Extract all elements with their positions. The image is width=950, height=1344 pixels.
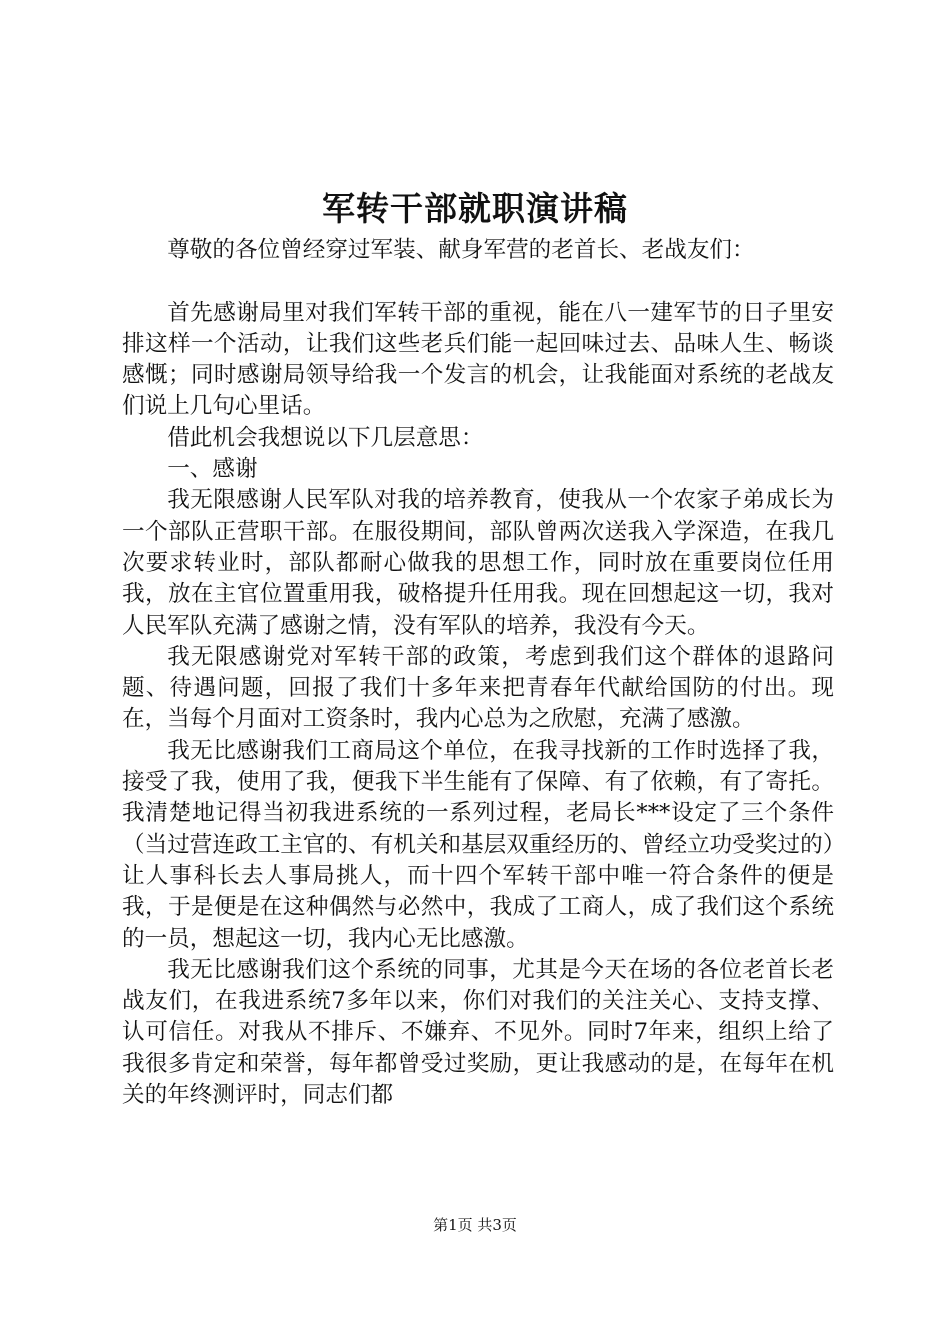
document-title: 军转干部就职演讲稿	[322, 189, 628, 228]
paragraph: 我无比感谢我们工商局这个单位，在我寻找新的工作时选择了我，接受了我，使用了我，便我下半生能有了保障、有了依赖，有了寄托。我清楚地记得当初我进系统的一系列过程，老局长***设定了三个条件（当过营连政工主官的、有机关和基层双重经历的、曾经立功受奖过的）让人事科长去人事局挑人，而十四个军转干部中唯一符合条件的便是我，于是便是在这种偶然与必然中，我成了工商人，成了我们这个系统的一员，想起这一切，我内心无比感激。	[122, 737, 834, 952]
paragraph: 我无限感谢党对军转干部的政策，考虑到我们这个群体的退路问题、待遇问题，回报了我们十多年来把青春年代献给国防的付出。现在，当每个月面对工资条时，我内心总为之欣慰，充满了感激。	[122, 643, 834, 733]
paragraph: 我无比感谢我们这个系统的同事，尤其是今天在场的各位老首长老战友们，在我进系统7多年以来，你们对我们的关注关心、支持支撑、认可信任。对我从不排斥、不嫌弃、不见外。同时7年来，组织上给了我很多肯定和荣誉，每年都曾受过奖励，更让我感动的是，在每年在机关的年终测评时，同志们都	[122, 956, 834, 1109]
paragraph: 首先感谢局里对我们军转干部的重视，能在八一建军节的日子里安排这样一个活动，让我们这些老兵们能一起回味过去、品味人生、畅谈感慨；同时感谢局领导给我一个发言的机会，让我能面对系统的老战友们说上几句心里话。	[122, 299, 834, 420]
paragraph: 我无限感谢人民军队对我的培养教育，使我从一个农家子弟成长为一个部队正营职干部。在服役期间，部队曾两次送我入学深造，在我几次要求转业时，部队都耐心做我的思想工作，同时放在重要岗位任用我，放在主官位置重用我，破格提升任用我。现在回想起这一切，我对人民军队充满了感谢之情，没有军队的培养，我没有今天。	[122, 487, 834, 639]
document-body	[122, 235, 834, 1111]
section-heading: 一、感谢	[167, 456, 258, 483]
salutation: 尊敬的各位曾经穿过军装、献身军营的老首长、老战友们：	[167, 237, 755, 263]
paragraph: 借此机会我想说以下几层意思：	[167, 424, 484, 451]
page-footer: 第1页 共3页	[433, 1216, 517, 1234]
